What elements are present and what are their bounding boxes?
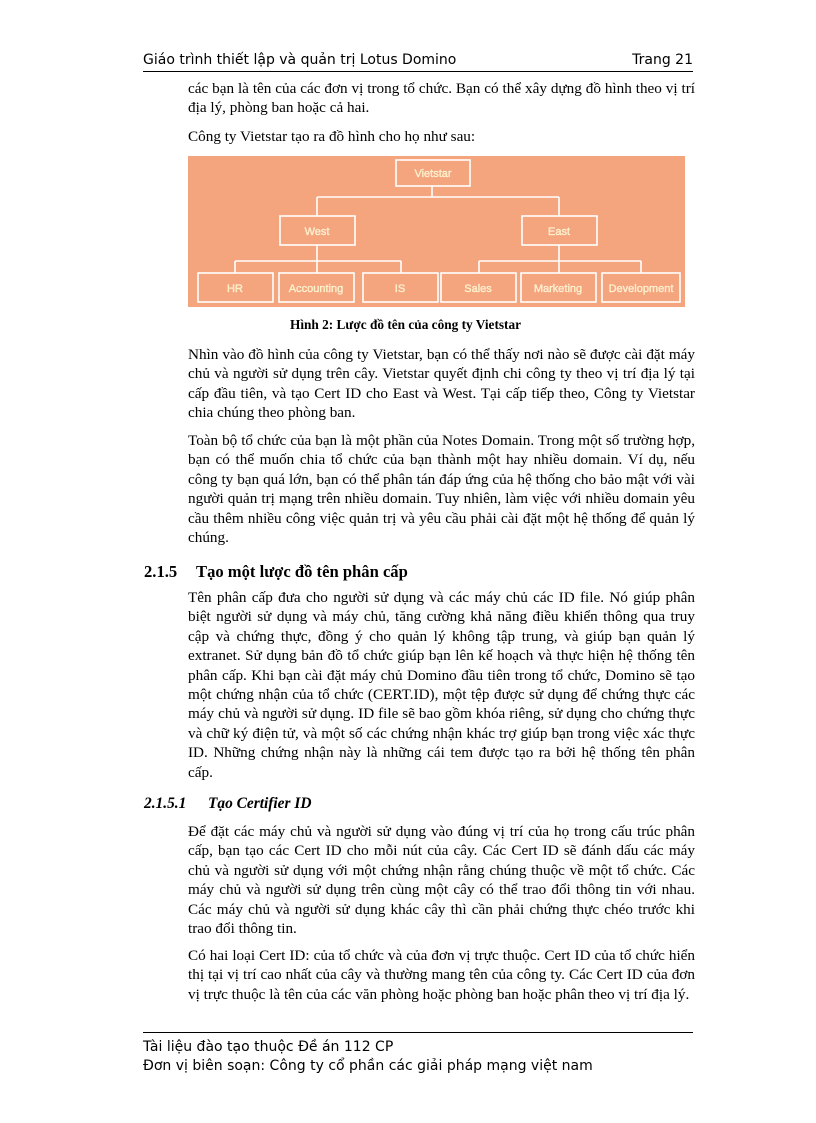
- header-rule: [143, 71, 693, 72]
- header-title: Giáo trình thiết lập và quản trị Lotus Domino: [143, 52, 457, 68]
- paragraph-analysis: Nhìn vào đồ hình của công ty Vietstar, bạn có thể thấy nơi nào sẽ được cài đặt máy chủ và người sử dụng trên cây. Vietstar quyết định chi công ty theo vị trí địa lý tại cấp đầu tiên, và tạo Cert ID cho East và West. Tại cấp tiếp theo, Công ty Vietstar chia chúng theo phòng ban.: [188, 346, 695, 422]
- org-label-sales: Sales: [464, 283, 492, 295]
- org-chart: [188, 156, 685, 307]
- org-label-hr: HR: [227, 283, 243, 295]
- page-header: [143, 52, 693, 68]
- subsection-heading: [144, 795, 311, 813]
- paragraph-figure-lead: Công ty Vietstar tạo ra đồ hình cho họ như sau:: [188, 128, 476, 145]
- subsection-number: 2.1.5.1: [144, 795, 187, 812]
- org-label-accounting: Accounting: [288, 283, 344, 295]
- footer-line-2: Đơn vị biên soạn: Công ty cổ phần các giải pháp mạng việt nam: [143, 1058, 593, 1074]
- figure-caption: Hình 2: Lược đồ tên của công ty Vietstar: [290, 317, 522, 332]
- footer-line-1: Tài liệu đào tạo thuộc Đề án 112 CP: [143, 1039, 394, 1055]
- section-title: Tạo một lược đồ tên phân cấp: [196, 562, 408, 581]
- org-label-west: West: [304, 226, 330, 238]
- section-heading: [144, 562, 408, 582]
- paragraph-cert-types: Có hai loại Cert ID: của tổ chức và của đơn vị trực thuộc. Cert ID của tổ chức hiển thị tại vị trí cao nhất của cây và thường mang tên của công ty. Các Cert ID của đơn vị trực thuộc là tên của các văn phòng hoặc phòng ban hoặc phân theo vị trí địa lý.: [188, 947, 695, 1003]
- paragraph-intro: các bạn là tên của các đơn vị trong tổ chức. Bạn có thể xây dựng đồ hình theo vị trí địa lý, phòng ban hoặc cả hai.: [188, 80, 695, 117]
- header-page-number: Trang 21: [632, 52, 693, 68]
- section-number: 2.1.5: [144, 562, 178, 581]
- paragraph-hierarchy: Tên phân cấp đưa cho người sử dụng và các máy chủ các ID file. Nó giúp phân biệt người sử dụng và máy chủ, tăng cường khả năng điều khiển thông qua truy cập và chứng thực, đồng ý cho quản lý không tập trung, và giúp bạn quản lý extranet. Sử dụng bản đồ tổ chức giúp bạn lên kế hoạch và thực hiện hệ thống tên phân cấp. Khi bạn cài đặt máy chủ Domino đầu tiên trong tổ chức, Domino sẽ tạo một chứng nhận của tổ chức (CERT.ID), một tệp được sử dụng để chứng thực các máy chủ và người sử dụng. ID file sẽ bao gồm khóa riêng, sử dụng cho chứng thực và chữ ký điện tử, và một số các chứng nhận khác trợ giúp bạn trong việc xác thực ID. Những chứng nhận này là những cái tem được tạo ra bởi hệ thống tên phân cấp.: [188, 589, 695, 781]
- org-label-east: East: [547, 226, 571, 238]
- org-label-is: IS: [394, 283, 406, 295]
- subsection-title: Tạo Certifier ID: [208, 795, 312, 812]
- footer-rule: [143, 1032, 693, 1033]
- org-label-development: Development: [608, 283, 674, 295]
- paragraph-certifier: Để đặt các máy chủ và người sử dụng vào đúng vị trí của họ trong cấu trúc phân cấp, bạn tạo các Cert ID cho mỗi nút của cây. Các Cert ID sẽ đánh dấu các máy chủ và người sử dụng với một chứng nhận rằng chúng thuộc về một tổ chức. Các máy chủ và người sử dụng trên cùng một cây có thể trao đổi thông tin với nhau. Các máy chủ và người sử dụng khác cây thì cần phải chứng thực chéo trước khi trao đổi thông tin.: [188, 823, 695, 938]
- org-label-root: Vietstar: [414, 168, 452, 180]
- org-chart-figure: [188, 156, 685, 307]
- paragraph-domain: Toàn bộ tổ chức của bạn là một phần của Notes Domain. Trong một số trường hợp, bạn có thể muốn chia tổ chức của bạn thành một hay nhiều domain. Ví dụ, nếu công ty bạn quá lớn, bạn có thể phân tán đáp ứng của hệ thống cho bảo mật với vài người quản trị mạng trên nhiều domain. Tuy nhiên, làm việc với nhiều domain yêu cầu thêm nhiều công việc quản trị và yêu cầu phải cài đặt một hệ thống để quản lý chúng.: [188, 432, 695, 547]
- org-label-marketing: Marketing: [533, 283, 583, 295]
